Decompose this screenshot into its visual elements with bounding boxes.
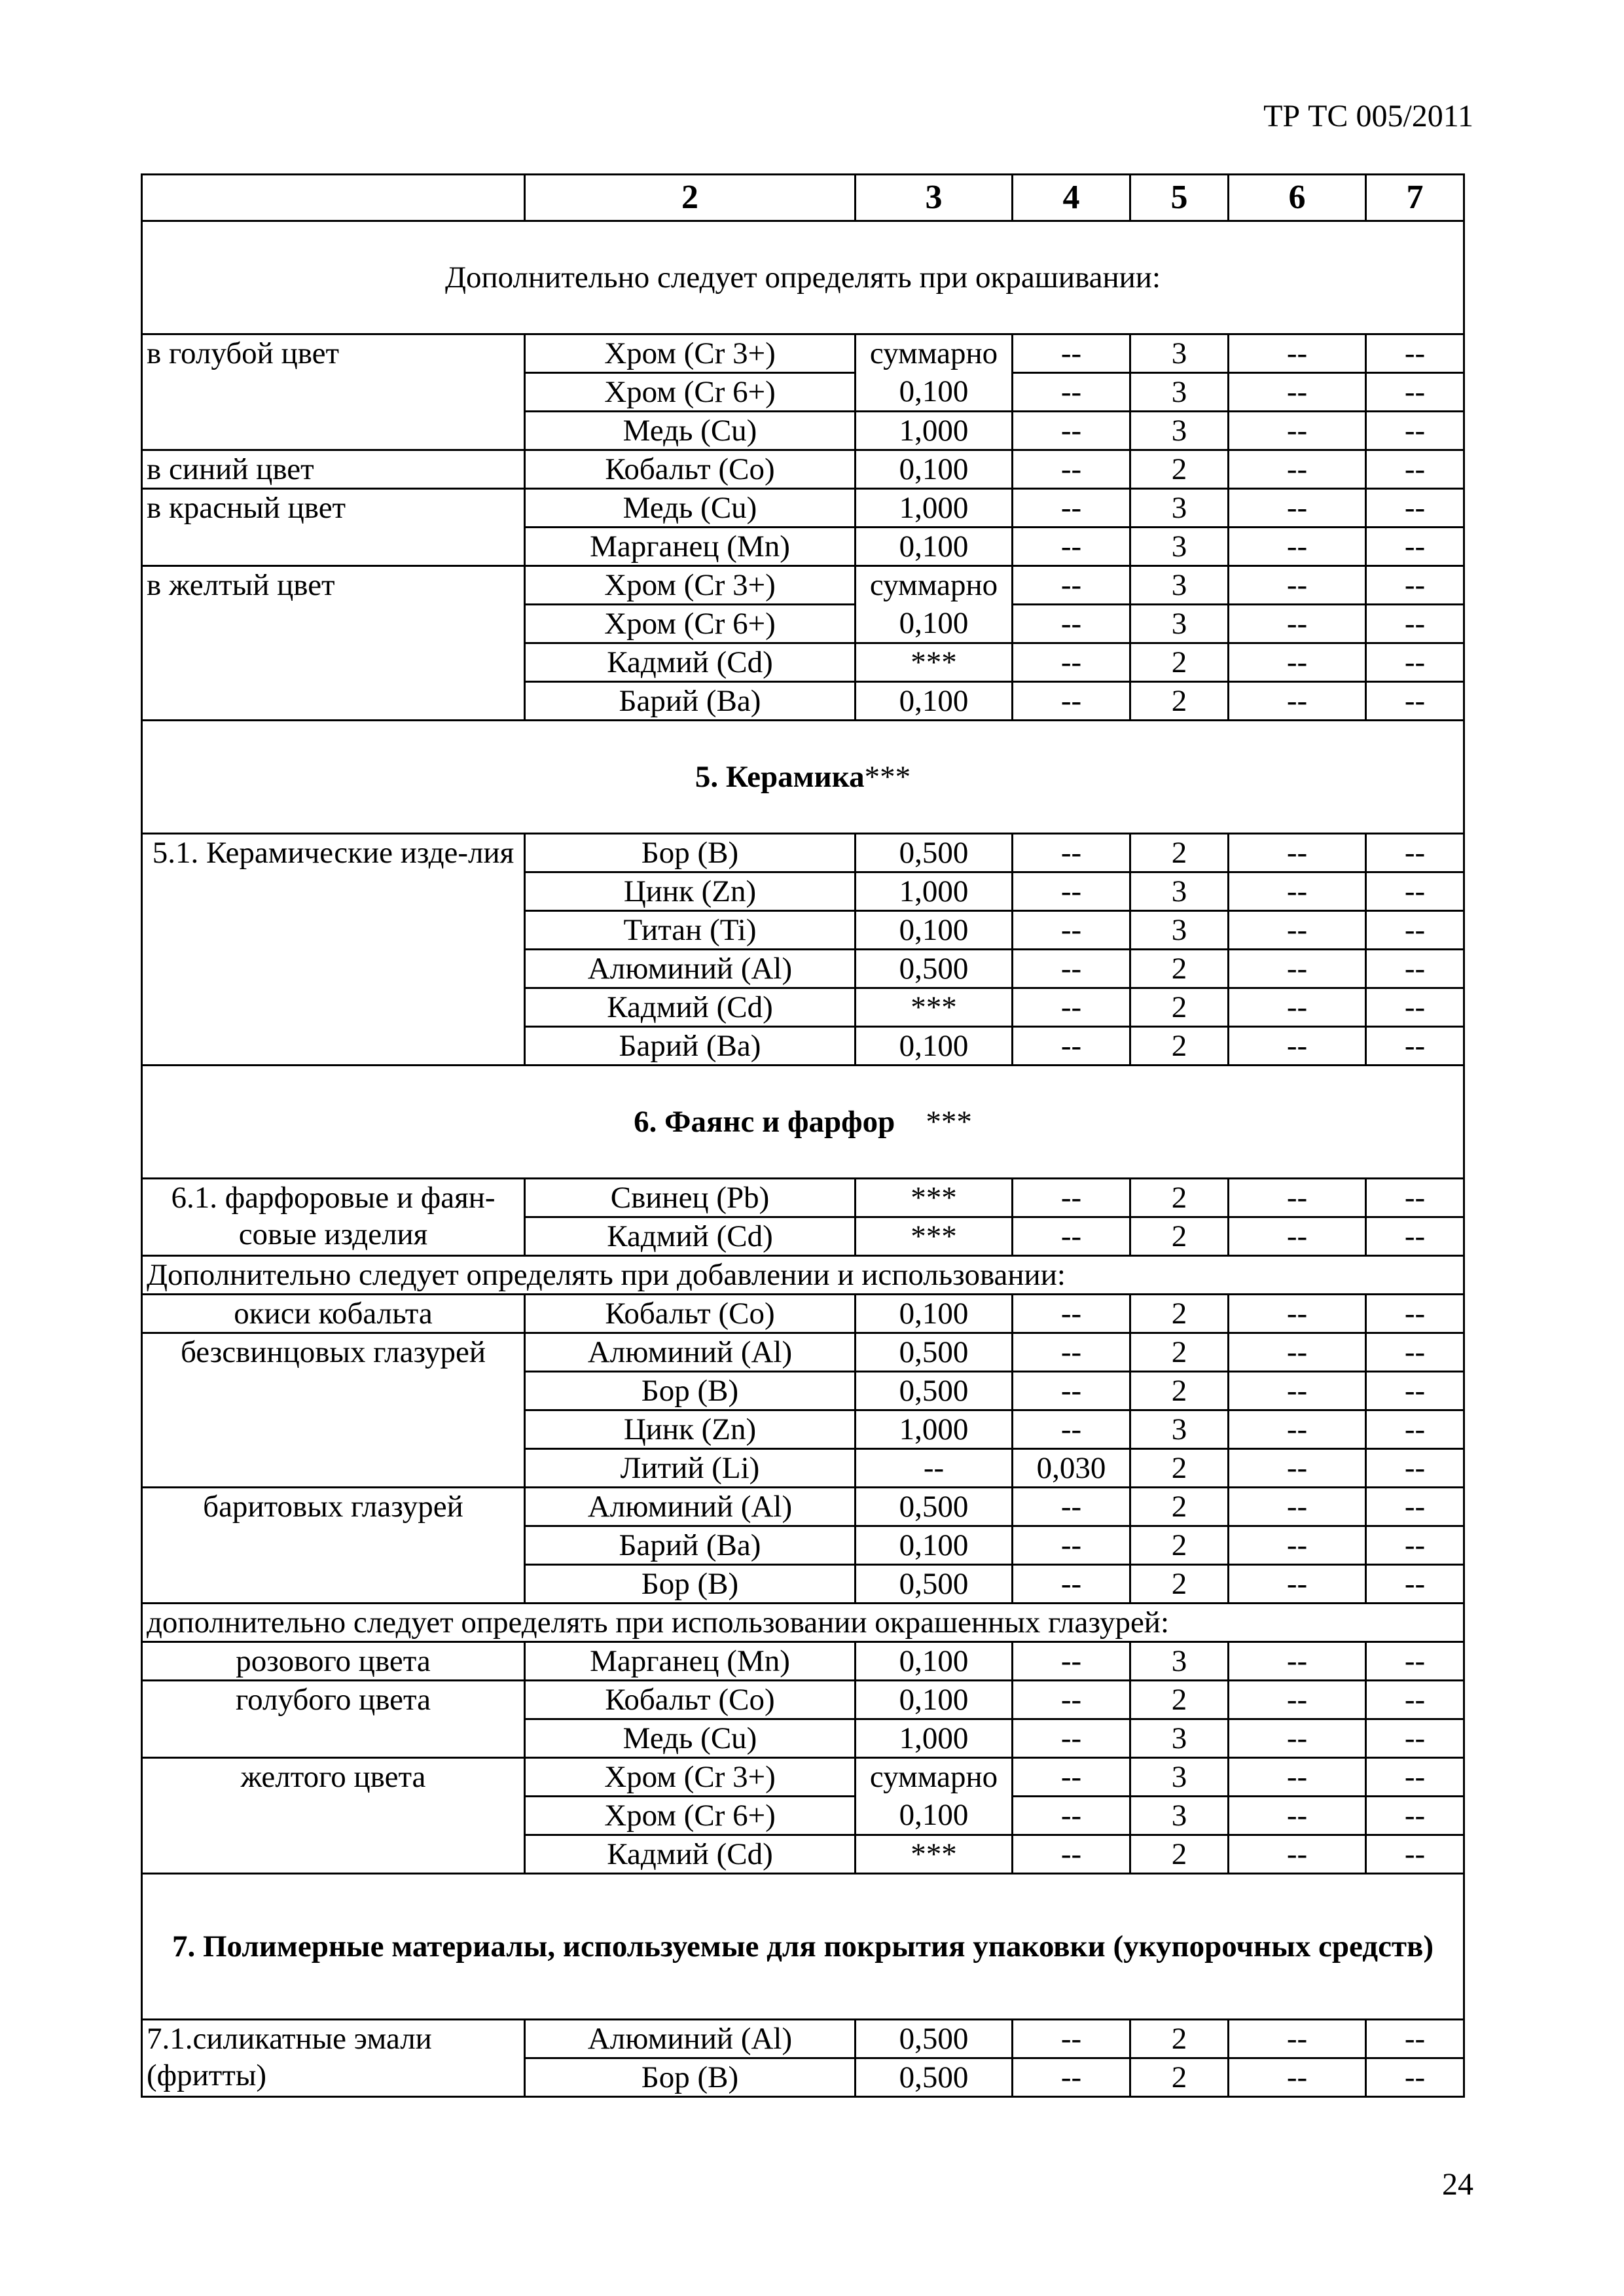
value-cell: -- [1366,950,1464,988]
value-cell: -- [1229,1449,1366,1488]
header-row [142,175,1464,221]
value-cell: 0,100 [856,1526,1013,1565]
value-cell: -- [1013,1217,1130,1256]
value-cell: 0,500 [856,834,1013,872]
value-cell: -- [1229,1526,1366,1565]
value-cell: -- [1013,1410,1130,1449]
value-cell: 3 [1130,1758,1229,1797]
section-6-mark: *** [926,1105,972,1139]
value-cell: -- [1229,566,1366,605]
value-cell: *** [856,643,1013,682]
value-cell: -- [1229,605,1366,643]
section-row [142,1874,1464,2020]
value-cell: -- [1366,2058,1464,2097]
value-cell: -- [1229,1410,1366,1449]
value-cell: -- [1366,528,1464,566]
value-cell: -- [1366,1719,1464,1758]
value-cell: -- [1366,682,1464,721]
value-cell: 2 [1130,1526,1229,1565]
element-cell: Бор (B) [525,1565,856,1604]
value-cell: -- [1013,2020,1130,2058]
value-cell: -- [1229,1295,1366,1333]
value-cell: 0,500 [856,1488,1013,1526]
section-6-title [142,1066,1464,1179]
value-cell: -- [1013,566,1130,605]
table-row [142,334,1464,373]
value-cell: -- [1229,950,1366,988]
value-cell: -- [856,1449,1013,1488]
value-cell: 2 [1130,2058,1229,2097]
value-cell: -- [1229,1835,1366,1874]
table-row [142,1681,1464,1719]
value-cell: -- [1013,643,1130,682]
value-cell: 3 [1130,566,1229,605]
value-cell: -- [1366,566,1464,605]
value-cell: -- [1229,872,1366,911]
note-color-text: дополнительно следует определять при использовании окрашенных глазурей: [142,1604,1464,1642]
element-cell: Алюминий (Al) [525,950,856,988]
element-cell: Кадмий (Cd) [525,1217,856,1256]
value-cell: 0,500 [856,1565,1013,1604]
value-cell: -- [1366,1217,1464,1256]
group-label: желтого цвета [142,1758,525,1874]
value-cell: -- [1013,1719,1130,1758]
element-cell: Барий (Ba) [525,1526,856,1565]
value-cell: -- [1366,988,1464,1027]
value-cell: 0,100 [856,605,1013,643]
header-cell: 4 [1013,175,1130,221]
element-cell: Бор (B) [525,834,856,872]
value-cell: -- [1229,2058,1366,2097]
value-cell: 0,100 [856,911,1013,950]
table-row [142,1179,1464,1217]
section-row [142,721,1464,834]
element-cell: Марганец (Mn) [525,528,856,566]
value-cell: -- [1013,528,1130,566]
value-cell: 0,500 [856,2020,1013,2058]
value-cell: 0,100 [856,1295,1013,1333]
value-cell: -- [1366,1372,1464,1410]
value-cell: -- [1013,489,1130,528]
value-cell: суммарно [856,334,1013,373]
value-cell: 3 [1130,412,1229,450]
value-cell: -- [1013,950,1130,988]
value-cell: -- [1229,911,1366,950]
table-row [142,450,1464,489]
value-cell: -- [1013,1333,1130,1372]
element-cell: Алюминий (Al) [525,1488,856,1526]
value-cell: 1,000 [856,1410,1013,1449]
value-cell: -- [1229,412,1366,450]
value-cell: 0,500 [856,2058,1013,2097]
value-cell: 2 [1130,1217,1229,1256]
value-cell: -- [1366,1642,1464,1681]
value-cell: 2 [1130,1372,1229,1410]
value-cell: -- [1013,682,1130,721]
value-cell: -- [1366,1565,1464,1604]
value-cell: -- [1013,412,1130,450]
group-label: баритовых глазурей [142,1488,525,1604]
note-row [142,1604,1464,1642]
header-cell: 6 [1229,175,1366,221]
value-cell: -- [1366,412,1464,450]
value-cell: 3 [1130,334,1229,373]
value-cell: 2 [1130,950,1229,988]
element-cell: Хром (Cr 3+) [525,334,856,373]
value-cell: -- [1013,1681,1130,1719]
value-cell: суммарно [856,566,1013,605]
table-row [142,1295,1464,1333]
document-code: ТР ТС 005/2011 [1263,99,1473,134]
element-cell: Свинец (Pb) [525,1179,856,1217]
value-cell: -- [1013,1758,1130,1797]
element-cell: Цинк (Zn) [525,872,856,911]
value-cell: -- [1366,1333,1464,1372]
value-cell: -- [1366,1488,1464,1526]
value-cell: -- [1013,1565,1130,1604]
header-cell [142,175,525,221]
group-label: 6.1. фарфоровые и фаян-совые изделия [142,1179,525,1256]
note-add-text: Дополнительно следует определять при добавлении и использовании: [142,1256,1464,1295]
value-cell: 0,100 [856,1027,1013,1066]
value-cell: -- [1013,373,1130,412]
value-cell: -- [1229,988,1366,1027]
value-cell: -- [1366,872,1464,911]
value-cell: -- [1013,1835,1130,1874]
element-cell: Цинк (Zn) [525,1410,856,1449]
value-cell: -- [1013,1642,1130,1681]
element-cell: Кобальт (Co) [525,1681,856,1719]
value-cell: -- [1013,1797,1130,1835]
value-cell: 2 [1130,682,1229,721]
header-cell: 2 [525,175,856,221]
table-row [142,834,1464,872]
element-cell: Медь (Cu) [525,1719,856,1758]
value-cell: -- [1229,1179,1366,1217]
value-cell: 3 [1130,911,1229,950]
value-cell: -- [1013,872,1130,911]
element-cell: Хром (Cr 6+) [525,605,856,643]
value-cell: -- [1366,2020,1464,2058]
value-cell: -- [1366,605,1464,643]
value-cell: 0,500 [856,1372,1013,1410]
table-row [142,489,1464,528]
value-cell: -- [1229,450,1366,489]
value-cell: -- [1366,373,1464,412]
table-row [142,1488,1464,1526]
value-cell: -- [1366,1449,1464,1488]
section-paint-title: Дополнительно следует определять при окрашивании: [142,221,1464,334]
element-cell: Хром (Cr 6+) [525,1797,856,1835]
value-cell: 2 [1130,1295,1229,1333]
element-cell: Бор (B) [525,1372,856,1410]
value-cell: -- [1229,1681,1366,1719]
value-cell: -- [1229,1642,1366,1681]
value-cell: 0,500 [856,950,1013,988]
value-cell: -- [1229,1719,1366,1758]
value-cell: -- [1229,1565,1366,1604]
value-cell: 0,030 [1013,1449,1130,1488]
group-label: голубого цвета [142,1681,525,1758]
value-cell: -- [1013,1027,1130,1066]
value-cell: 2 [1130,643,1229,682]
value-cell: 0,100 [856,1642,1013,1681]
element-cell: Кадмий (Cd) [525,1835,856,1874]
value-cell: 2 [1130,1835,1229,1874]
group-label: 7.1.силикатные эмали (фритты) [142,2020,525,2097]
value-cell: *** [856,1179,1013,1217]
value-cell: 0,100 [856,682,1013,721]
value-cell: -- [1229,1488,1366,1526]
value-cell: -- [1013,988,1130,1027]
value-cell: 1,000 [856,489,1013,528]
section-row [142,1066,1464,1179]
header-cell: 3 [856,175,1013,221]
value-cell: 0,100 [856,528,1013,566]
value-cell: -- [1366,1410,1464,1449]
value-cell: -- [1229,373,1366,412]
header-cell: 5 [1130,175,1229,221]
value-cell: 0,500 [856,1333,1013,1372]
value-cell: -- [1229,1217,1366,1256]
value-cell: 2 [1130,1449,1229,1488]
value-cell: -- [1013,2058,1130,2097]
value-cell: суммарно [856,1758,1013,1797]
element-cell: Медь (Cu) [525,412,856,450]
table-row [142,566,1464,605]
value-cell: -- [1229,334,1366,373]
element-cell: Бор (B) [525,2058,856,2097]
section-5-mark: *** [864,760,911,794]
value-cell: -- [1013,450,1130,489]
value-cell: 3 [1130,1719,1229,1758]
element-cell: Барий (Ba) [525,1027,856,1066]
value-cell: -- [1229,643,1366,682]
table-row [142,1642,1464,1681]
table-row [142,1333,1464,1372]
limits-table [141,173,1465,2098]
value-cell: 0,100 [856,1681,1013,1719]
group-label: в синий цвет [142,450,525,489]
value-cell: -- [1229,1333,1366,1372]
element-cell: Медь (Cu) [525,489,856,528]
element-cell: Кобальт (Co) [525,1295,856,1333]
header-cell: 7 [1366,175,1464,221]
note-row [142,1256,1464,1295]
group-label: в желтый цвет [142,566,525,721]
value-cell: -- [1013,911,1130,950]
group-label: в голубой цвет [142,334,525,450]
element-cell: Титан (Ti) [525,911,856,950]
value-cell: 2 [1130,1565,1229,1604]
element-cell: Литий (Li) [525,1449,856,1488]
element-cell: Кадмий (Cd) [525,643,856,682]
value-cell: *** [856,1835,1013,1874]
element-cell: Алюминий (Al) [525,2020,856,2058]
group-label: в красный цвет [142,489,525,566]
value-cell: -- [1366,1681,1464,1719]
element-cell: Хром (Cr 6+) [525,373,856,412]
value-cell: 3 [1130,872,1229,911]
value-cell: -- [1229,489,1366,528]
element-cell: Кобальт (Co) [525,450,856,489]
value-cell: 3 [1130,373,1229,412]
value-cell: -- [1366,643,1464,682]
value-cell: -- [1013,334,1130,373]
value-cell: -- [1013,605,1130,643]
value-cell: -- [1366,1835,1464,1874]
value-cell: 2 [1130,1333,1229,1372]
value-cell: 2 [1130,2020,1229,2058]
value-cell: -- [1229,1797,1366,1835]
value-cell: -- [1013,1295,1130,1333]
value-cell: -- [1229,2020,1366,2058]
value-cell: -- [1366,1797,1464,1835]
value-cell: 3 [1130,528,1229,566]
group-label: безсвинцовых глазурей [142,1333,525,1488]
value-cell: -- [1229,528,1366,566]
section-row [142,221,1464,334]
value-cell: 2 [1130,988,1229,1027]
value-cell: -- [1366,911,1464,950]
value-cell: 3 [1130,1410,1229,1449]
page-number: 24 [1442,2167,1473,2202]
element-cell: Барий (Ba) [525,682,856,721]
value-cell: 2 [1130,1027,1229,1066]
table-row [142,2020,1464,2058]
section-5-heading: 5. Керамика [695,760,865,794]
value-cell: 3 [1130,1642,1229,1681]
value-cell: *** [856,988,1013,1027]
section-6-heading: 6. Фаянс и фарфор [634,1105,895,1139]
table-row [142,1758,1464,1797]
element-cell: Хром (Cr 3+) [525,566,856,605]
value-cell: 2 [1130,450,1229,489]
value-cell: -- [1366,1526,1464,1565]
value-cell: -- [1366,1295,1464,1333]
value-cell: 0,100 [856,1797,1013,1835]
value-cell: -- [1013,1372,1130,1410]
value-cell: 1,000 [856,872,1013,911]
group-label: 5.1. Керамические изде-лия [142,834,525,1066]
value-cell: 2 [1130,1681,1229,1719]
element-cell: Кадмий (Cd) [525,988,856,1027]
value-cell: 0,100 [856,373,1013,412]
section-7-title: 7. Полимерные материалы, используемые для покрытия упаковки (укупорочных средств) [142,1874,1464,2020]
value-cell: -- [1229,1027,1366,1066]
value-cell: -- [1013,1488,1130,1526]
section-5-title [142,721,1464,834]
value-cell: *** [856,1217,1013,1256]
value-cell: -- [1366,1027,1464,1066]
value-cell: -- [1013,1179,1130,1217]
value-cell: -- [1229,834,1366,872]
group-label: розового цвета [142,1642,525,1681]
group-label: окиси кобальта [142,1295,525,1333]
value-cell: 1,000 [856,1719,1013,1758]
value-cell: 2 [1130,1488,1229,1526]
value-cell: 0,100 [856,450,1013,489]
value-cell: 1,000 [856,412,1013,450]
value-cell: 3 [1130,605,1229,643]
value-cell: -- [1366,489,1464,528]
value-cell: -- [1229,1758,1366,1797]
value-cell: -- [1013,1526,1130,1565]
value-cell: 2 [1130,1179,1229,1217]
value-cell: -- [1229,682,1366,721]
element-cell: Алюминий (Al) [525,1333,856,1372]
element-cell: Марганец (Mn) [525,1642,856,1681]
value-cell: -- [1366,834,1464,872]
value-cell: 2 [1130,834,1229,872]
element-cell: Хром (Cr 3+) [525,1758,856,1797]
value-cell: -- [1366,1758,1464,1797]
value-cell: 3 [1130,1797,1229,1835]
value-cell: -- [1366,450,1464,489]
value-cell: -- [1229,1372,1366,1410]
value-cell: -- [1366,1179,1464,1217]
value-cell: 3 [1130,489,1229,528]
value-cell: -- [1013,834,1130,872]
value-cell: -- [1366,334,1464,373]
